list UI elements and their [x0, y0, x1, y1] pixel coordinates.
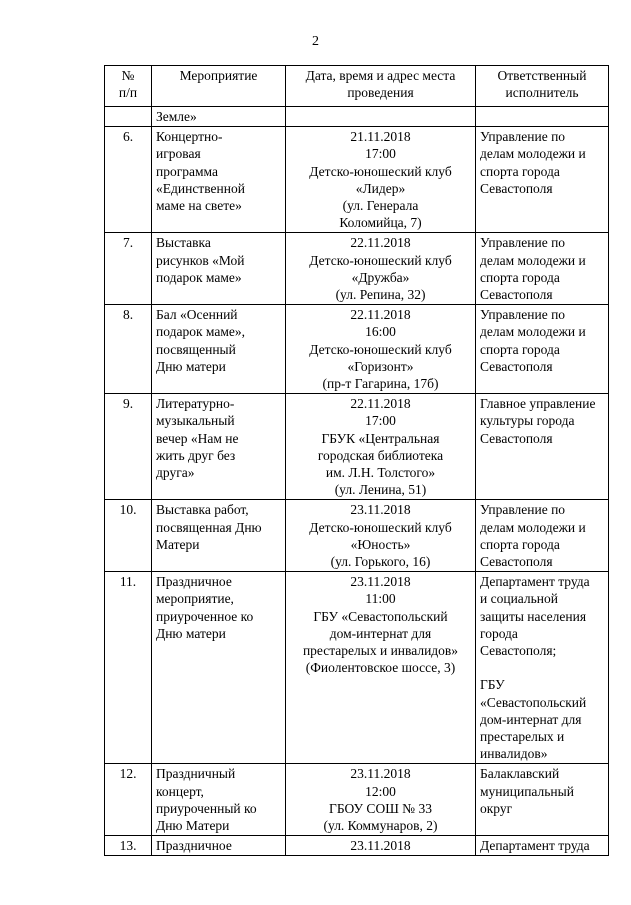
cell-line: муниципальный	[480, 783, 574, 799]
cell-line: Детско-юношеский клуб	[309, 341, 452, 357]
cell-line: Матери	[156, 536, 200, 552]
cell-line: округ	[480, 800, 513, 816]
cell-line: Управление по	[480, 235, 566, 251]
cell-line: Праздничное	[156, 838, 232, 854]
cell-line: ГБУК «Центральная	[321, 430, 440, 446]
cell-when-where	[286, 107, 476, 127]
table-row	[105, 572, 609, 764]
cell-line: Праздничное	[156, 574, 232, 590]
cell-line: (ул. Коммунаров, 2)	[323, 817, 438, 833]
cell-event	[152, 107, 286, 127]
cell-when-where	[286, 233, 476, 305]
cell-line: подарок маме»,	[156, 324, 245, 340]
cell-when-where	[286, 836, 476, 856]
table-row	[105, 836, 609, 856]
cell-line: (Фиолентовское шоссе, 3)	[305, 660, 456, 676]
cell-line: 17:00	[365, 413, 396, 429]
cell-when-where	[286, 305, 476, 394]
cell-number	[105, 127, 152, 233]
cell-line: ГБУ	[480, 677, 505, 693]
cell-line: Бал «Осенний	[156, 307, 238, 323]
table-row	[105, 127, 609, 233]
cell-line: концерт,	[156, 783, 204, 799]
cell-line: 11.	[119, 574, 137, 590]
cell-line: «Дружба»	[351, 269, 410, 285]
cell-line: 16:00	[365, 324, 396, 340]
table-row	[105, 107, 609, 127]
cell-line: Главное управление	[480, 396, 596, 412]
cell-line: 23.11.2018	[350, 502, 411, 518]
cell-line: Выставка работ,	[156, 502, 249, 518]
cell-line: 9.	[122, 396, 134, 412]
cell-line	[480, 659, 604, 676]
cell-line: города	[480, 625, 518, 641]
cell-line: защиты населения	[480, 608, 587, 624]
cell-event	[152, 127, 286, 233]
cell-line: подарок маме»	[156, 269, 242, 285]
table-body	[105, 107, 609, 856]
cell-line: 11:00	[365, 591, 396, 607]
cell-when-where	[286, 394, 476, 500]
cell-line: (ул. Репина, 32)	[335, 287, 426, 303]
cell-line: дом-интернат для	[329, 625, 432, 641]
cell-line: Дню Матери	[156, 817, 230, 833]
cell-line: Детско-юношеский клуб	[309, 252, 452, 268]
table-row	[105, 305, 609, 394]
cell-line: приуроченное ко	[156, 608, 254, 624]
cell-line: Праздничный	[156, 766, 236, 782]
cell-responsible	[476, 305, 609, 394]
cell-when-where	[286, 500, 476, 572]
cell-line: «Лидер»	[355, 180, 406, 196]
events-table	[104, 65, 609, 856]
cell-line: им. Л.Н. Толстого»	[325, 465, 436, 481]
header-number: № п/п	[105, 66, 152, 107]
cell-line: 17:00	[365, 146, 396, 162]
cell-number	[105, 107, 152, 127]
cell-line: дом-интернат для	[480, 711, 582, 727]
cell-line: культуры города	[480, 413, 575, 429]
cell-line: посвященный	[156, 341, 236, 357]
cell-line: приуроченный ко	[156, 800, 257, 816]
table-row	[105, 394, 609, 500]
cell-line: маме на свете»	[156, 198, 242, 214]
cell-responsible	[476, 107, 609, 127]
cell-line: ГБОУ СОШ № 33	[329, 800, 432, 816]
cell-line: Департамент труда	[480, 838, 590, 854]
cell-line: 8.	[122, 307, 134, 323]
cell-line: посвященная Дню	[156, 519, 262, 535]
cell-responsible	[476, 836, 609, 856]
cell-line: 12.	[119, 766, 137, 782]
cell-line: Концертно-	[156, 129, 223, 145]
cell-line: Департамент труда	[480, 574, 590, 590]
cell-when-where	[286, 764, 476, 836]
cell-line: Севастополя	[480, 180, 553, 196]
cell-line: жить друг без	[156, 447, 236, 463]
cell-responsible	[476, 500, 609, 572]
cell-event	[152, 500, 286, 572]
cell-line: Севастополя	[480, 554, 553, 570]
cell-line: (ул. Ленина, 51)	[334, 482, 427, 498]
cell-line: спорта города	[480, 341, 560, 357]
cell-line: 13.	[119, 838, 137, 854]
cell-number	[105, 305, 152, 394]
table-row	[105, 764, 609, 836]
cell-line: и социальной	[480, 591, 558, 607]
cell-number	[105, 836, 152, 856]
cell-line: мероприятие,	[156, 591, 234, 607]
cell-line: «Севастопольский	[480, 694, 587, 710]
cell-number	[105, 572, 152, 764]
cell-event	[152, 233, 286, 305]
cell-line: делам молодежи и	[480, 252, 586, 268]
cell-line: 23.11.2018	[350, 574, 411, 590]
cell-when-where	[286, 127, 476, 233]
cell-responsible	[476, 233, 609, 305]
cell-line: Севастополя;	[480, 643, 557, 659]
cell-line: вечер «Нам не	[156, 430, 239, 446]
cell-event	[152, 305, 286, 394]
cell-line: Коломийца, 7)	[339, 215, 422, 231]
cell-line: делам молодежи и	[480, 519, 586, 535]
cell-number	[105, 764, 152, 836]
cell-responsible	[476, 764, 609, 836]
cell-line: Земле»	[156, 109, 197, 124]
cell-line: 23.11.2018	[350, 838, 411, 854]
cell-event	[152, 394, 286, 500]
cell-line: престарелых и	[480, 728, 565, 744]
cell-event	[152, 836, 286, 856]
cell-line: 7.	[122, 235, 134, 251]
cell-line: Дню матери	[156, 358, 226, 374]
table-header-row	[105, 66, 609, 107]
cell-line: престарелых и инвалидов»	[302, 643, 459, 659]
cell-line: 6.	[122, 129, 134, 145]
header-event: Мероприятие	[152, 66, 286, 107]
cell-line: городская библиотека	[317, 447, 444, 463]
cell-when-where	[286, 572, 476, 764]
cell-line: Севастополя	[480, 287, 553, 303]
cell-line: Балаклавский	[480, 766, 560, 782]
cell-line: «Единственной	[156, 180, 245, 196]
cell-event	[152, 764, 286, 836]
cell-line: музыкальный	[156, 413, 235, 429]
cell-number	[105, 233, 152, 305]
cell-line: (пр-т Гагарина, 17б)	[322, 376, 439, 392]
cell-line: Дню матери	[156, 625, 226, 641]
cell-line: спорта города	[480, 536, 560, 552]
cell-responsible	[476, 127, 609, 233]
cell-line: друга»	[156, 465, 195, 481]
cell-line: Детско-юношеский клуб	[309, 163, 452, 179]
cell-line: «Юность»	[350, 536, 411, 552]
cell-number	[105, 394, 152, 500]
cell-number	[105, 500, 152, 572]
cell-line: спорта города	[480, 269, 560, 285]
cell-line: делам молодежи и	[480, 146, 586, 162]
page-number: 2	[312, 34, 319, 49]
cell-line: Управление по	[480, 129, 566, 145]
cell-line: Управление по	[480, 502, 566, 518]
header-responsible: Ответственный исполнитель	[476, 66, 609, 107]
cell-line: Детско-юношеский клуб	[309, 519, 452, 535]
cell-line: 10.	[119, 502, 137, 518]
cell-line: Управление по	[480, 307, 566, 323]
cell-line: 22.11.2018	[350, 235, 411, 251]
table-row	[105, 500, 609, 572]
cell-line: Литературно-	[156, 396, 235, 412]
cell-line: 21.11.2018	[350, 129, 411, 145]
cell-responsible	[476, 394, 609, 500]
cell-line: (ул. Горького, 16)	[330, 554, 431, 570]
cell-line: 23.11.2018	[350, 766, 411, 782]
header-when-where: Дата, время и адрес места проведения	[286, 66, 476, 107]
table-row	[105, 233, 609, 305]
cell-line: 12:00	[365, 783, 396, 799]
cell-line: игровая	[156, 146, 201, 162]
cell-responsible	[476, 572, 609, 764]
cell-line: делам молодежи и	[480, 324, 586, 340]
cell-line: Севастополя	[480, 430, 553, 446]
cell-line: 22.11.2018	[350, 396, 411, 412]
cell-line: «Горизонт»	[347, 358, 414, 374]
cell-line: инвалидов»	[480, 746, 548, 762]
cell-line: Севастополя	[480, 358, 553, 374]
cell-line: программа	[156, 163, 218, 179]
cell-event	[152, 572, 286, 764]
cell-line: рисунков «Мой	[156, 252, 245, 268]
cell-line: спорта города	[480, 163, 560, 179]
cell-line: Выставка	[156, 235, 211, 251]
cell-line: ГБУ «Севастопольский	[313, 608, 448, 624]
cell-line: (ул. Генерала	[342, 198, 419, 214]
cell-line: 22.11.2018	[350, 307, 411, 323]
